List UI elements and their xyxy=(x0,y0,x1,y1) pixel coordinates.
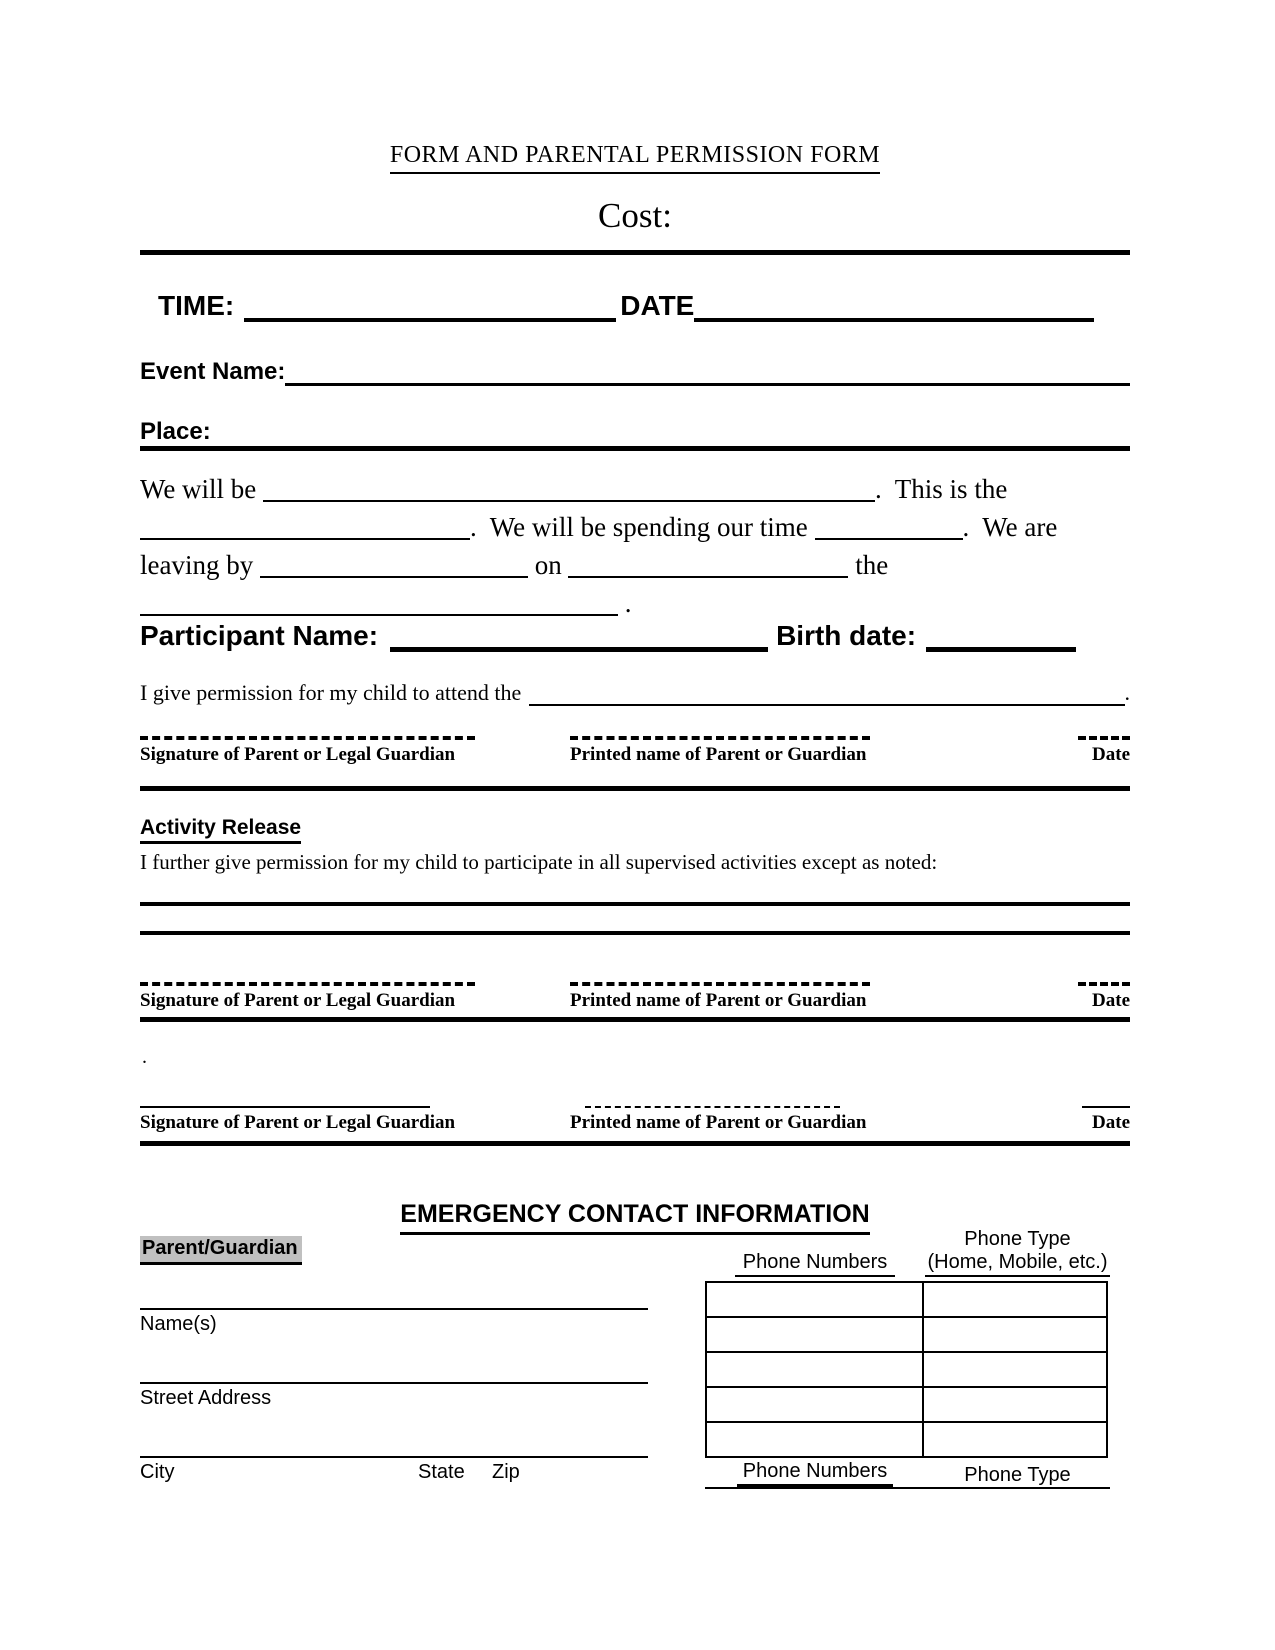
printed-name-line-field[interactable] xyxy=(585,1106,840,1108)
phone-table-row xyxy=(706,1282,1107,1317)
date-line-field[interactable] xyxy=(1078,982,1130,986)
footer-phone-type-cell xyxy=(925,1464,1110,1487)
date-line-field[interactable] xyxy=(1078,736,1130,740)
date-column: Date xyxy=(1070,736,1130,766)
date-column: Date xyxy=(1070,982,1130,1012)
event-name-row xyxy=(140,356,1130,386)
signature-column: Signature of Parent or Legal Guardian xyxy=(140,1106,485,1134)
phone-type-header-cell xyxy=(925,1228,1110,1277)
phone-type-cell[interactable] xyxy=(923,1387,1107,1422)
phone-type-header-line2: (Home, Mobile, etc.) xyxy=(925,1251,1109,1277)
activity-blank-line-1[interactable] xyxy=(140,902,1130,906)
phone-number-cell[interactable] xyxy=(706,1317,923,1352)
divider-under-signature-3 xyxy=(140,1141,1130,1146)
divider-under-signature-1 xyxy=(140,786,1130,791)
activity-blank-line-2[interactable] xyxy=(140,931,1130,935)
phone-table-row xyxy=(706,1352,1107,1387)
footer-phone-numbers-label: Phone Numbers xyxy=(737,1460,894,1487)
signature-block-1 xyxy=(140,736,1130,782)
phone-table xyxy=(705,1281,1108,1458)
phone-table-row xyxy=(706,1387,1107,1422)
city-state-zip-field[interactable] xyxy=(140,1456,648,1484)
phone-table-header xyxy=(705,1228,1110,1277)
phone-type-cell[interactable] xyxy=(923,1352,1107,1387)
time-blank-field[interactable] xyxy=(244,316,616,322)
phone-number-cell[interactable] xyxy=(706,1282,923,1317)
date-line-field[interactable] xyxy=(1082,1106,1130,1108)
printed-name-line-field[interactable] xyxy=(570,982,870,986)
stray-period: . xyxy=(142,1046,147,1068)
event-name-blank-field[interactable] xyxy=(285,381,1130,386)
street-address-field[interactable] xyxy=(140,1382,648,1410)
footer-underline xyxy=(705,1487,1110,1489)
phone-table-row xyxy=(706,1317,1107,1352)
divider-under-cost xyxy=(140,250,1130,255)
phone-type-header-line1: Phone Type xyxy=(964,1228,1071,1250)
printed-name-column: Printed name of Parent or Guardian xyxy=(570,736,880,766)
participant-name-label: Participant Name: xyxy=(140,620,379,651)
phone-table-footer xyxy=(705,1460,1110,1487)
trip-paragraph xyxy=(140,470,1140,622)
phone-number-cell[interactable] xyxy=(706,1422,923,1457)
printed-name-column: Printed name of Parent or Guardian xyxy=(570,982,880,1012)
trip-line-3: leaving by on the xyxy=(140,550,889,580)
divider-under-place xyxy=(140,446,1130,451)
phone-type-cell[interactable] xyxy=(923,1422,1107,1457)
birthdate-blank-field[interactable] xyxy=(926,645,1076,652)
permission-sentence: I give permission for my child to attend the xyxy=(140,680,522,705)
trip-blank-4[interactable] xyxy=(260,576,528,578)
phone-type-cell[interactable] xyxy=(923,1282,1107,1317)
phone-table-row xyxy=(706,1422,1107,1457)
zip-label: Zip xyxy=(492,1461,520,1483)
names-label: Name(s) xyxy=(140,1313,217,1335)
participant-name-blank-field[interactable] xyxy=(390,645,768,652)
event-name-label: Event Name: xyxy=(140,358,286,385)
names-field[interactable] xyxy=(140,1308,648,1336)
cost-label: Cost: xyxy=(598,196,672,235)
place-label: Place: xyxy=(140,418,211,445)
signature-line-field[interactable] xyxy=(140,736,475,740)
city-label: City xyxy=(140,1461,175,1483)
permission-row: I give permission for my child to attend the . xyxy=(140,680,1130,705)
time-label: TIME: xyxy=(158,290,235,321)
trip-blank-1[interactable] xyxy=(263,500,875,502)
street-address-label: Street Address xyxy=(140,1387,272,1409)
contact-left-column xyxy=(140,1236,650,1496)
trip-blank-5[interactable] xyxy=(568,576,848,578)
parent-guardian-label: Parent/Guardian xyxy=(140,1236,302,1265)
phone-table-column xyxy=(705,1228,1110,1489)
date-blank-field[interactable] xyxy=(694,316,1094,322)
time-date-row xyxy=(158,288,1133,322)
printed-name-column: Printed name of Parent or Guardian xyxy=(570,1106,880,1134)
participant-row xyxy=(140,614,1130,652)
trip-line-4: . xyxy=(140,584,1140,622)
date-label: DATE xyxy=(620,290,695,321)
emergency-contact-heading: EMERGENCY CONTACT INFORMATION xyxy=(140,1200,1130,1235)
signature-line-field[interactable] xyxy=(140,1106,430,1108)
signature-column: Signature of Parent or Legal Guardian xyxy=(140,982,485,1012)
trip-line-2: . We will be spending our time . We are xyxy=(140,508,1140,546)
footer-phone-numbers-cell xyxy=(705,1460,925,1487)
trip-blank-2[interactable] xyxy=(140,538,470,540)
phone-number-cell[interactable] xyxy=(706,1387,923,1422)
signature-column: Signature of Parent or Legal Guardian xyxy=(140,736,485,766)
divider-under-signature-2 xyxy=(140,1017,1130,1022)
activity-release-heading: Activity Release xyxy=(140,816,301,844)
trip-line-1: We will be . This is the xyxy=(140,474,1008,504)
signature-line-field[interactable] xyxy=(140,982,475,986)
phone-type-cell[interactable] xyxy=(923,1317,1107,1352)
phone-number-cell[interactable] xyxy=(706,1352,923,1387)
footer-phone-type-label: Phone Type xyxy=(964,1464,1071,1486)
printed-name-line-field[interactable] xyxy=(570,736,870,740)
date-column: Date xyxy=(1070,1106,1130,1134)
phone-numbers-header-cell xyxy=(705,1251,925,1277)
phone-numbers-header: Phone Numbers xyxy=(735,1251,896,1277)
state-label: State xyxy=(418,1461,465,1483)
permission-blank-field[interactable] xyxy=(529,702,1124,706)
activity-release-sentence: I further give permission for my child to participate in all supervised activities except as noted: xyxy=(140,850,938,874)
form-title: FORM AND PARENTAL PERMISSION FORM xyxy=(140,142,1130,174)
trip-blank-3[interactable] xyxy=(815,538,963,540)
birthdate-label: Birth date: xyxy=(776,620,917,651)
